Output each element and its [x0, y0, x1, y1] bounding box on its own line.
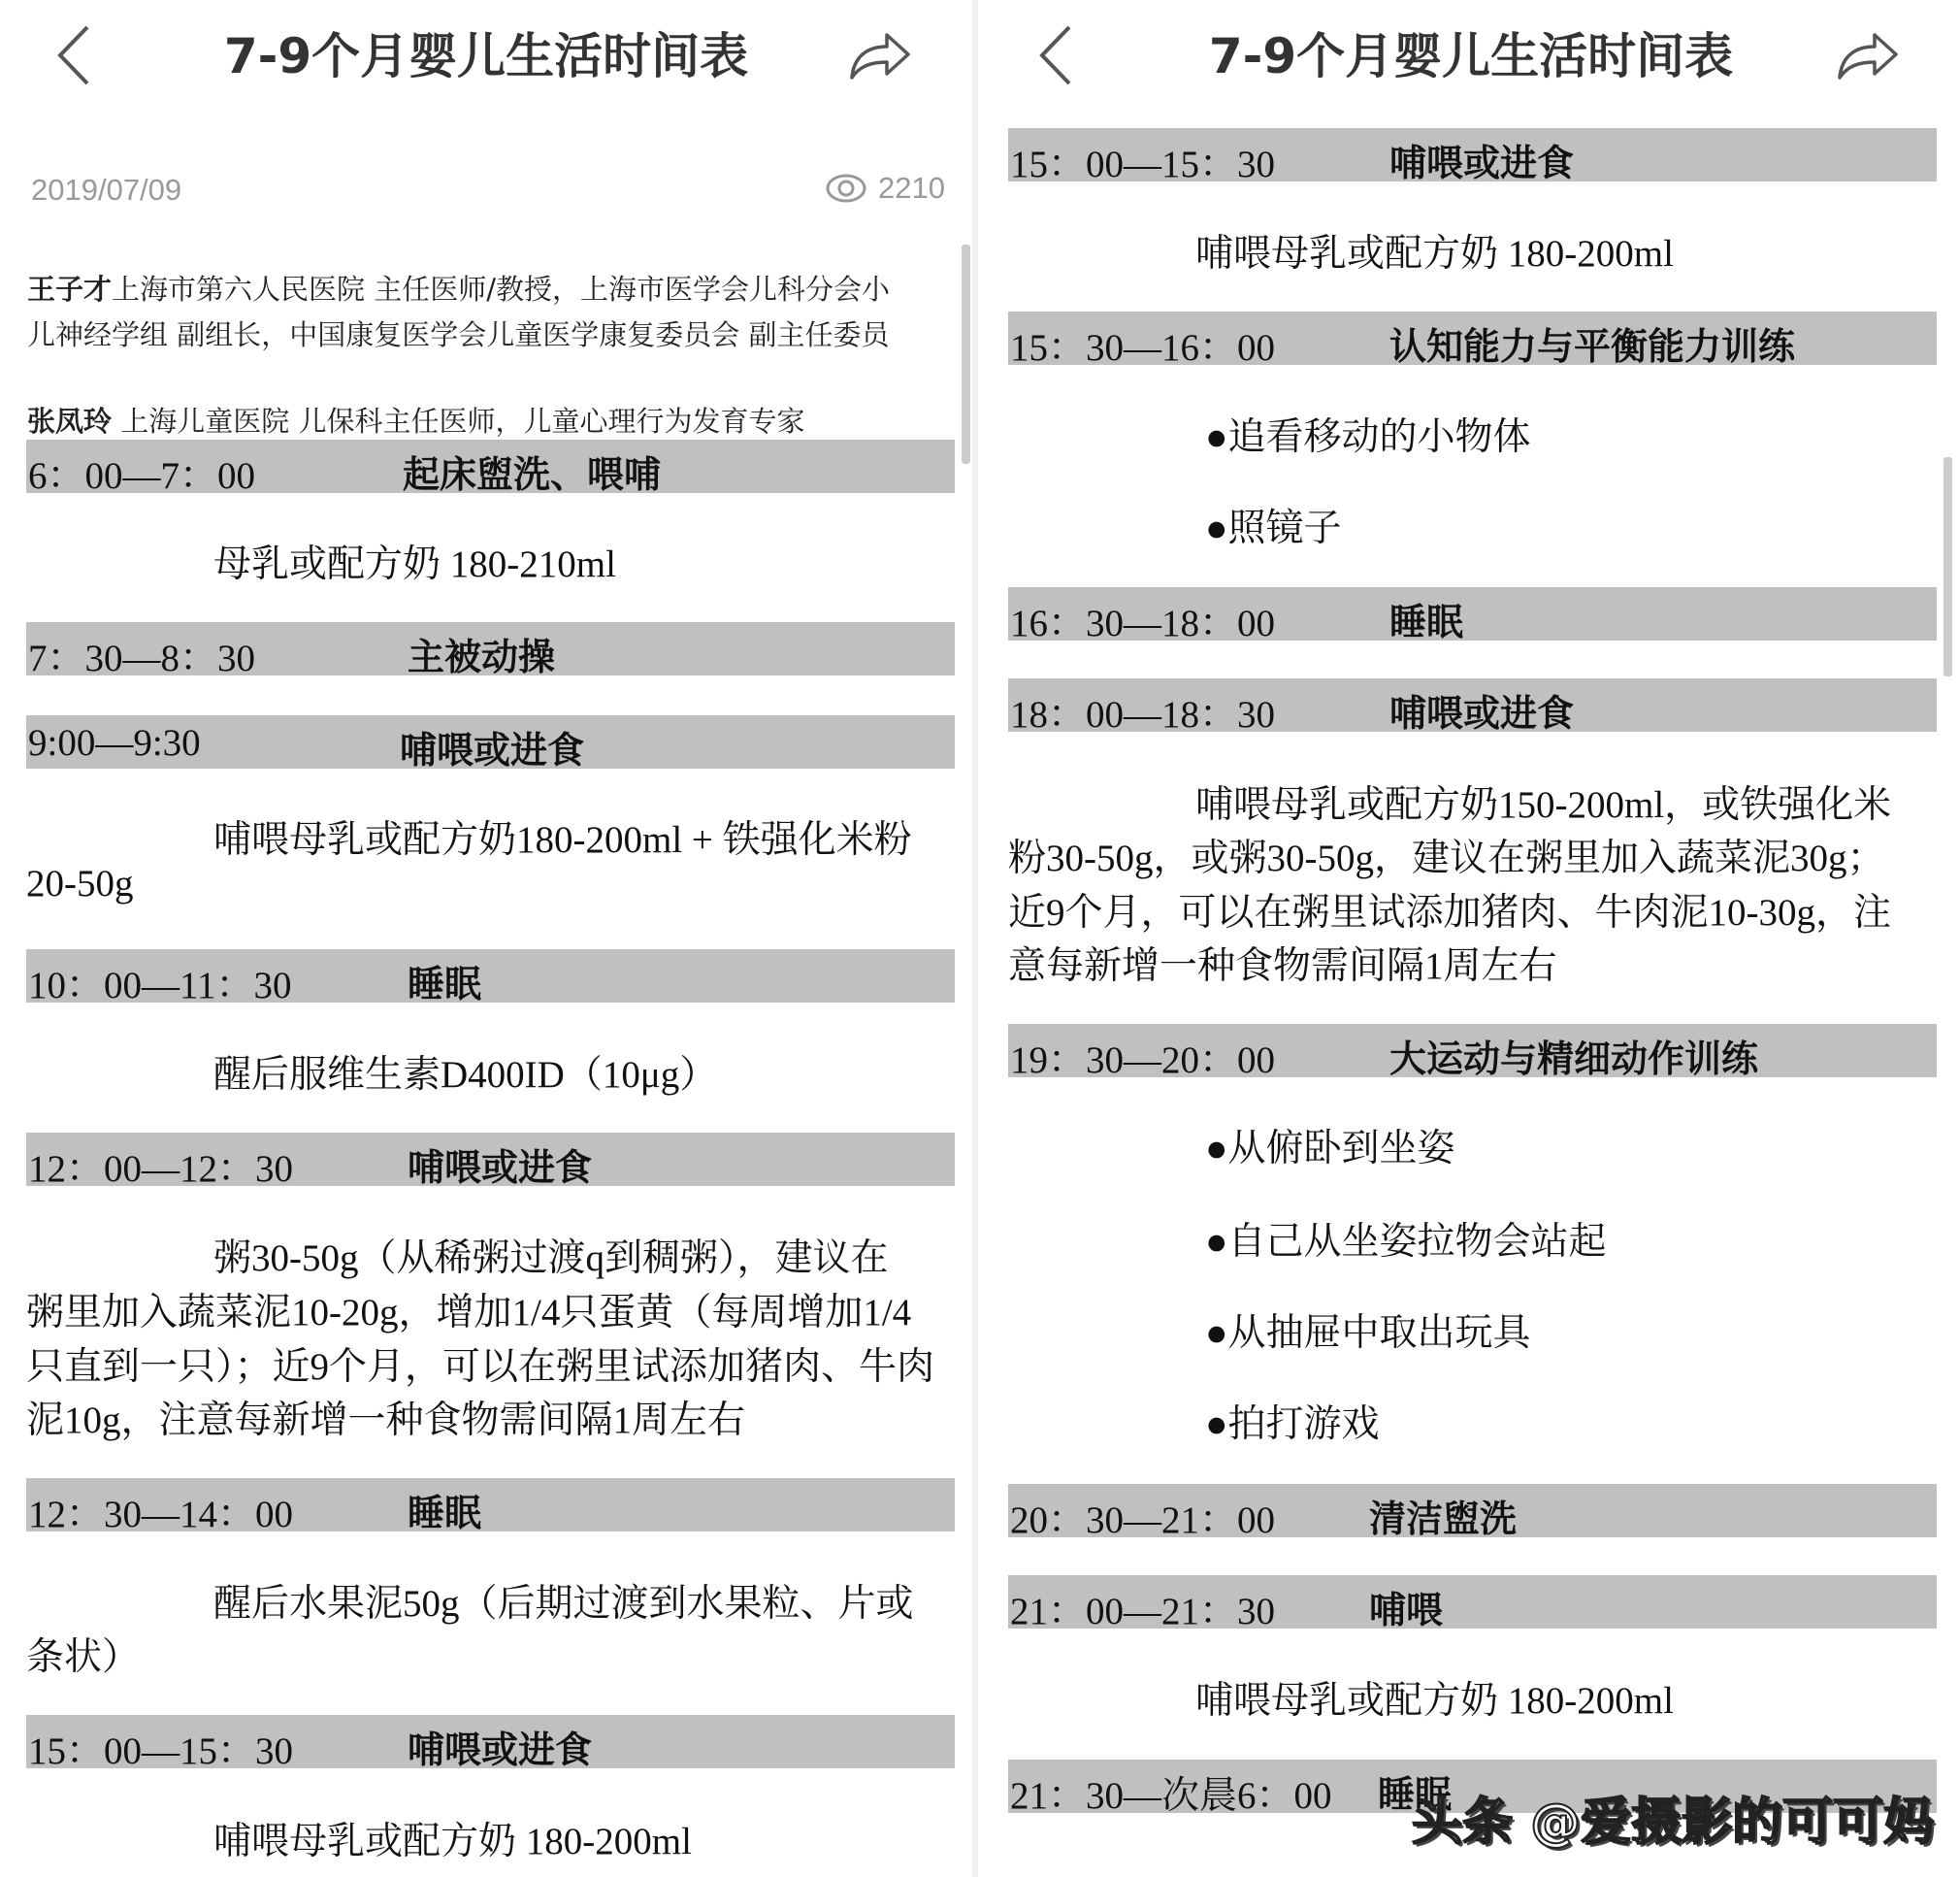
- time-range: 15：00—15：30: [1010, 144, 1276, 185]
- detail-text: 近9个月，可以在粥里试添加猪肉、牛肉泥10-30g，注: [1008, 892, 1891, 934]
- detail-text: 哺喂母乳或配方奶150-200ml，或铁强化米: [1195, 784, 1892, 826]
- left-screen: [0, 0, 978, 1877]
- schedule-bar: [26, 715, 955, 772]
- activity: 起床盥洗、喂哺: [403, 453, 662, 496]
- share-icon[interactable]: [1834, 25, 1902, 83]
- time-range: 21：00—21：30: [1010, 1591, 1276, 1632]
- schedule-bar: [1008, 1024, 1937, 1081]
- schedule-bar: [26, 949, 955, 1006]
- schedule-bar: [1008, 587, 1937, 644]
- time-range: 10：00—11：30: [28, 965, 292, 1006]
- bullet-item: ●从抽屉中取出玩具: [1205, 1312, 1531, 1354]
- detail-text: 意每新增一种食物需间隔1周左右: [1008, 945, 1557, 987]
- share-icon[interactable]: [846, 25, 914, 83]
- detail-text: 醒后服维生素D400ID（10μg）: [213, 1054, 718, 1096]
- schedule-bar: [26, 1478, 955, 1535]
- time-range: 12：30—14：00: [28, 1494, 294, 1535]
- schedule-bar: [26, 440, 955, 497]
- detail-text: 泥10g，注意每新增一种食物需间隔1周左右: [26, 1400, 746, 1441]
- time-range: 7：30—8：30: [28, 638, 256, 679]
- page-title: 7-9个月婴儿生活时间表: [1208, 28, 1734, 84]
- activity: 睡眠: [408, 963, 482, 1005]
- detail-text: 哺喂母乳或配方奶 180-200ml: [1195, 1680, 1674, 1722]
- schedule-bar: [1008, 1484, 1937, 1541]
- time-range: 6：00—7：00: [28, 455, 256, 497]
- bullet-item: ●追看移动的小物体: [1205, 416, 1531, 458]
- schedule-bar: [26, 1133, 955, 1190]
- watermark: 头条 @爱摄影的可可妈: [1412, 1794, 1935, 1852]
- eye-icon: [826, 173, 866, 204]
- activity: 哺喂: [1369, 1589, 1444, 1631]
- time-range: 19：30—20：00: [1010, 1039, 1276, 1081]
- detail-text: 粉30-50g，或粥30-50g，建议在粥里加入蔬菜泥30g；: [1008, 838, 1885, 879]
- detail-text: 醒后水果泥50g（后期过渡到水果粒、片或: [213, 1583, 914, 1625]
- schedule-bar: [1008, 312, 1937, 369]
- publish-date: 2019/07/09: [31, 173, 182, 207]
- detail-text: 条状）: [26, 1636, 141, 1678]
- schedule-bar: [1008, 678, 1937, 736]
- time-range: 16：30—18：00: [1010, 603, 1276, 644]
- detail-text: 粥30-50g（从稀粥过渡q到稠粥），建议在: [213, 1237, 889, 1279]
- bullet-item: ●拍打游戏: [1205, 1403, 1380, 1445]
- schedule-bar: [1008, 1575, 1937, 1632]
- activity: 哺喂或进食: [408, 1729, 593, 1771]
- bullet-item: ●从俯卧到坐姿: [1205, 1128, 1455, 1169]
- detail-text: 20-50g: [26, 863, 134, 905]
- author-name: 王子才: [27, 273, 113, 306]
- detail-text: 只直到一只）；近9个月，可以在粥里试添加猪肉、牛肉: [26, 1346, 935, 1388]
- detail-text: 哺喂母乳或配方奶 180-200ml: [1195, 233, 1674, 275]
- page-title: 7-9个月婴儿生活时间表: [223, 28, 749, 84]
- time-range: 12：00—12：30: [28, 1148, 294, 1190]
- author-desc: 上海儿童医院 儿保科主任医师，儿童心理行为发育专家: [112, 405, 805, 438]
- time-range: 15：00—15：30: [28, 1730, 294, 1772]
- activity: 哺喂或进食: [1389, 692, 1575, 735]
- activity: 大运动与精细动作训练: [1389, 1037, 1759, 1080]
- time-range: 9:00—9:30: [28, 722, 201, 764]
- bullet-item: ●自己从坐姿拉物会站起: [1205, 1221, 1607, 1263]
- scrollbar[interactable]: [1944, 457, 1952, 676]
- schedule-bar: [26, 622, 955, 679]
- author-name: 张凤玲: [27, 405, 113, 438]
- time-range: 20：30—21：00: [1010, 1499, 1276, 1541]
- activity: 哺喂或进食: [1389, 142, 1575, 184]
- detail-text: 粥里加入蔬菜泥10-20g，增加1/4只蛋黄（每周增加1/4: [26, 1292, 912, 1334]
- activity: 主被动操: [408, 636, 556, 678]
- activity: 睡眠: [1378, 1773, 1453, 1816]
- time-range: 21：30—次晨6：00: [1010, 1775, 1332, 1817]
- activity: 认知能力与平衡能力训练: [1389, 325, 1796, 368]
- detail-text: 哺喂母乳或配方奶 180-200ml: [213, 1821, 692, 1862]
- author-1-line2: 儿神经学组 副组长，中国康复医学会儿童医学康复委员会 副主任委员: [27, 318, 890, 351]
- author-1: [27, 268, 890, 308]
- view-count: [826, 171, 945, 206]
- activity: 哺喂或进食: [400, 729, 585, 772]
- view-count-value: 2210: [878, 171, 945, 205]
- activity: 哺喂或进食: [408, 1146, 593, 1189]
- detail-text: 母乳或配方奶 180-210ml: [213, 543, 616, 585]
- time-range: 18：00—18：30: [1010, 694, 1276, 736]
- author-desc: 上海市第六人民医院 主任医师/教授，上海市医学会儿科分会小: [112, 273, 891, 306]
- schedule-bar: [1008, 128, 1937, 185]
- right-screen: [982, 0, 1960, 1877]
- bullet-item: ●照镜子: [1205, 508, 1342, 549]
- time-range: 15：30—16：00: [1010, 327, 1276, 369]
- scrollbar[interactable]: [962, 245, 970, 464]
- detail-text: 哺喂母乳或配方奶180-200ml + 铁强化米粉: [213, 819, 912, 861]
- author-2: [27, 400, 804, 440]
- activity: 睡眠: [1389, 601, 1464, 643]
- activity: 清洁盥洗: [1369, 1498, 1518, 1540]
- schedule-bar: [26, 1715, 955, 1772]
- activity: 睡眠: [408, 1492, 482, 1534]
